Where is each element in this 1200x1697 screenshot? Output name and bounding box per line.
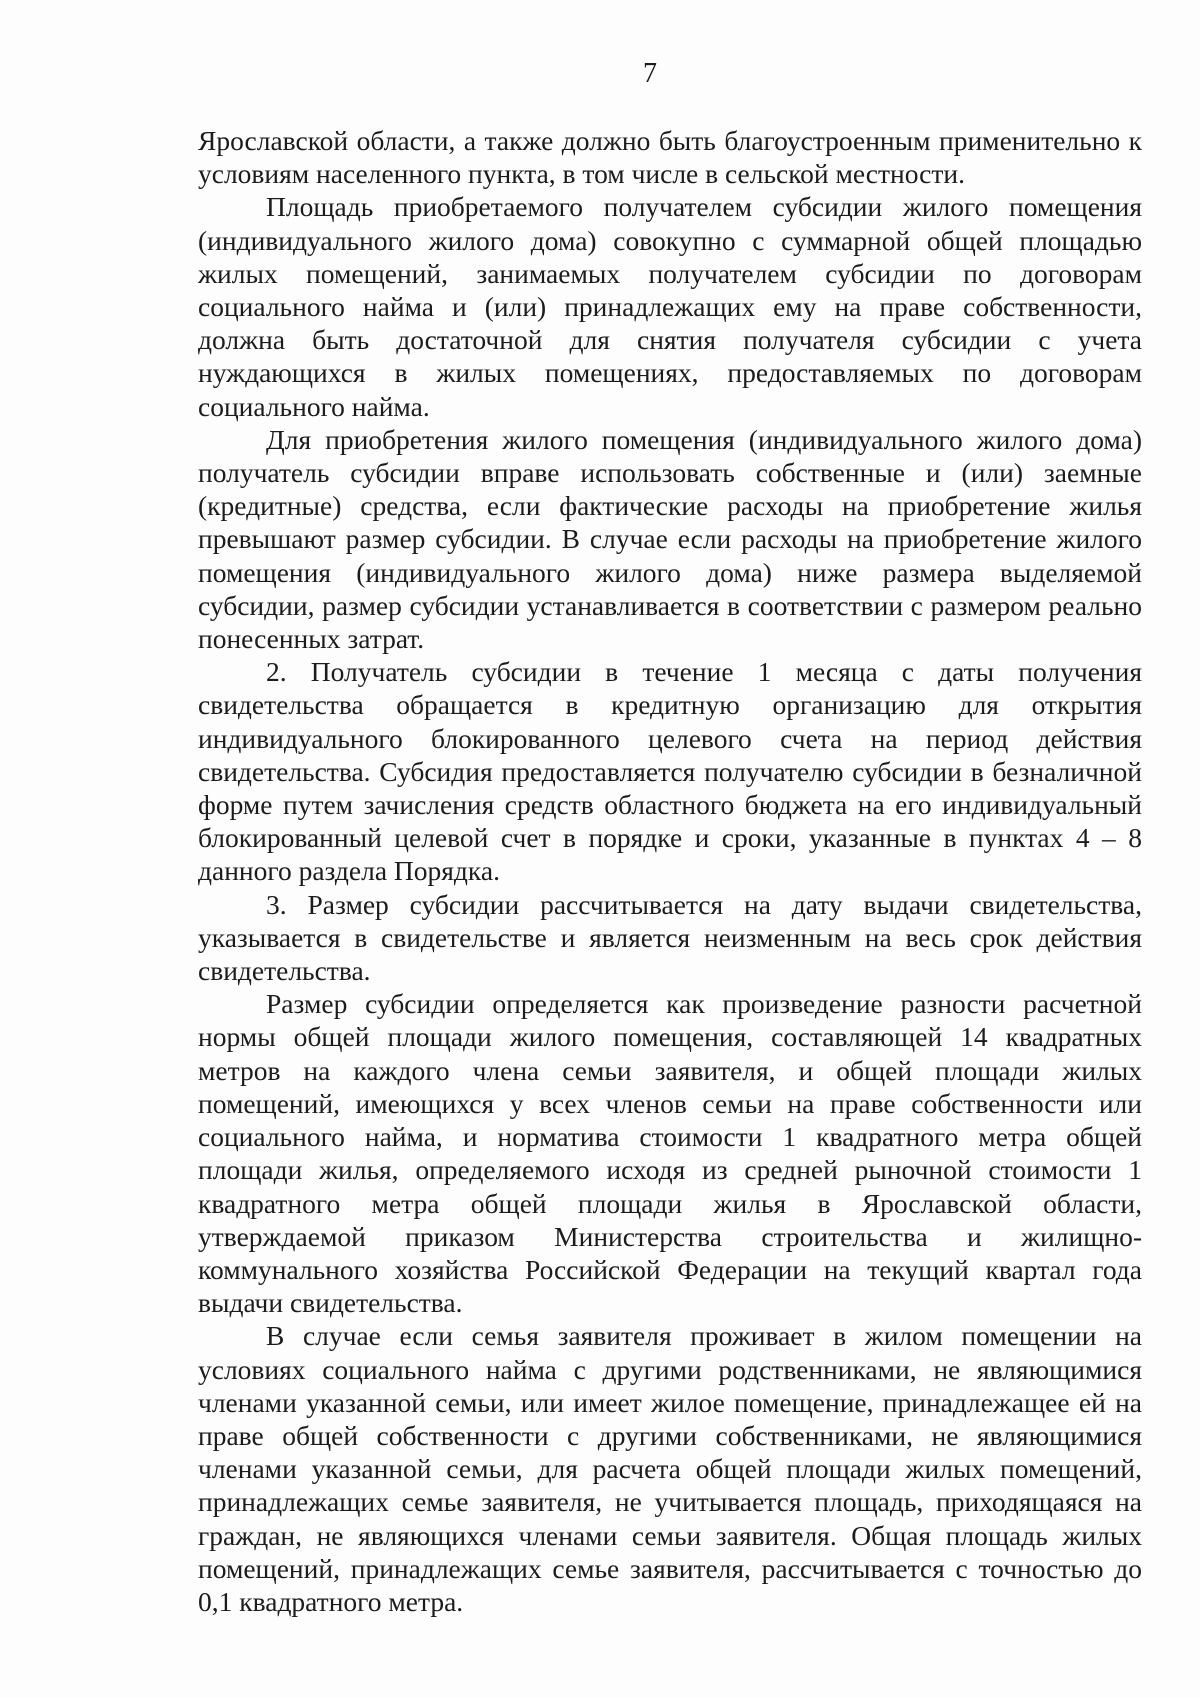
paragraph: Площадь приобретаемого получателем субсидии жилого помещения (индивидуального жилого дома) совокупно с суммарной общей площадью жилых помещений, занимаемых получателем субсидии по договорам социального найма и (или) принадлежащих ему на праве собственности, должна быть достаточной для снятия получателя субсидии с учета нуждающихся в жилых помещениях, предоставляемых по договорам социального найма. [198, 191, 1142, 422]
paragraph: В случае если семья заявителя проживает в жилом помещении на условиях социального найма с другими родственниками, не являющимися членами указанной семьи, или имеет жилое помещение, принадлежащее ей на праве общей собственности с другими собственниками, не являющимися членами указанной семьи, для расчета общей площади жилых помещений, принадлежащих семье заявителя, не учитывается площадь, приходящаяся на граждан, не являющихся членами семьи заявителя. Общая площадь жилых помещений, принадлежащих семье заявителя, рассчитывается с точностью до 0,1 квадратного метра. [198, 1320, 1142, 1617]
paragraph: 3. Размер субсидии рассчитывается на дату выдачи свидетельства, указывается в свидетельстве и является неизменным на весь срок действия свидетельства. [198, 888, 1142, 987]
paragraph: Ярославской области, а также должно быть благоустроенным применительно к условиям населенного пункта, в том числе в сельской местности. [198, 125, 1142, 190]
paragraph: Для приобретения жилого помещения (индивидуального жилого дома) получатель субсидии вправе использовать собственные и (или) заемные (кредитные) средства, если фактические расходы на приобретение жилья превышают размер субсидии. В случае если расходы на приобретение жилого помещения (индивидуального жилого дома) ниже размера выделяемой субсидии, размер субсидии устанавливается в соответствии с размером реально понесенных затрат. [198, 423, 1142, 655]
paragraph: 2. Получатель субсидии в течение 1 месяца с даты получения свидетельства обращается в кредитную организацию для открытия индивидуального блокированного целевого счета на период действия свидетельства. Субсидия предоставляется получателю субсидии в безналичной форме путем зачисления средств областного бюджета на его индивидуальный блокированный целевой счет в порядке и сроки, указанные в пунктах 4 – 8 данного раздела Порядка. [198, 656, 1142, 887]
document-body [198, 124, 1142, 1618]
page-number: 7 [643, 58, 657, 89]
paragraph: Размер субсидии определяется как произведение разности расчетной нормы общей площади жилого помещения, составляющей 14 квадратных метров на каждого члена семьи заявителя, и общей площади жилых помещений, имеющихся у всех членов семьи на праве собственности или социального найма, и норматива стоимости 1 квадратного метра общей площади жилья, определяемого исходя из средней рыночной стоимости 1 квадратного метра общей площади жилья в Ярославской области, утверждаемой приказом Министерства строительства и жилищно-коммунального хозяйства Российской Федерации на текущий квартал года выдачи свидетельства. [198, 988, 1142, 1319]
